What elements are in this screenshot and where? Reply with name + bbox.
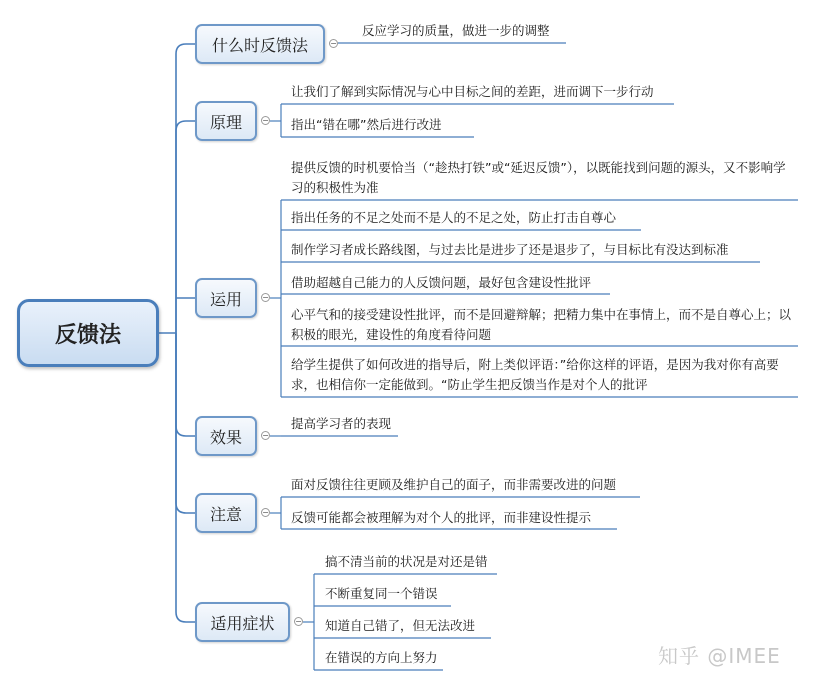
collapse-toggle-icon[interactable]: − (262, 293, 269, 302)
collapse-toggle-icon[interactable]: − (330, 39, 337, 48)
watermark: 知乎 @IMEE (658, 644, 781, 668)
leaf-principle-2: 指出“错在哪”然后进行改进 (291, 117, 442, 132)
collapse-toggle-icon[interactable]: − (262, 116, 269, 125)
leaf-application-5: 心平气和的接受建设性批评，而不是回避辩解；把精力集中在事情上，而不是自尊心上；以积极的眼光，建设性的角度看待问题 (291, 307, 792, 342)
root-topic[interactable]: 反馈法 (17, 299, 159, 367)
branch-connector (176, 44, 195, 333)
leaf-application-4: 借助超越自己能力的人反馈问题，最好包含建设性批评 (291, 275, 592, 290)
leaf-symptom-1: 搞不清当前的状况是对还是错 (325, 554, 488, 569)
leaf-application-6: 给学生提供了如何改进的指导后，附上类似评语：”给你这样的评语，是因为我对你有高要求，也相信你一定能做到。“防止学生把反馈当作是对个人的批评 (291, 357, 779, 392)
leaf-symptom-4: 在错误的方向上努力 (325, 650, 438, 665)
collapse-toggle-icon[interactable]: − (262, 508, 269, 517)
branch-when[interactable]: 什么时反馈法 (195, 24, 325, 64)
leaf-caution-2: 反馈可能都会被理解为对个人的批评，而非建设性提示 (291, 510, 592, 525)
branch-application[interactable]: 运用 (195, 278, 257, 318)
branch-connector (176, 333, 195, 622)
branch-principle[interactable]: 原理 (195, 101, 257, 141)
leaf-symptom-3: 知道自己错了，但无法改进 (325, 618, 476, 633)
collapse-toggle-icon[interactable]: − (262, 431, 269, 440)
leaf-principle-1: 让我们了解到实际情况与心中目标之间的差距，进而调下一步行动 (291, 84, 654, 99)
leaf-application-2: 指出任务的不足之处而不是人的不足之处，防止打击自尊心 (291, 210, 617, 225)
leaf-symptom-2: 不断重复同一个错误 (325, 586, 438, 601)
leaf-when-1: 反应学习的质量，做进一步的调整 (362, 23, 550, 38)
collapse-toggle-icon[interactable]: − (295, 617, 302, 626)
branch-connector (176, 333, 195, 436)
leaf-effect-1: 提高学习者的表现 (291, 416, 392, 431)
branch-symptoms[interactable]: 适用症状 (195, 602, 290, 642)
leaf-application-1: 提供反馈的时机要恰当（“趁热打铁”或“延迟反馈”），以既能找到问题的源头，又不影响学习的积极性为准 (291, 160, 786, 195)
branch-connector (176, 121, 195, 333)
branch-caution[interactable]: 注意 (195, 493, 257, 533)
leaf-caution-1: 面对反馈往往更顾及维护自己的面子，而非需要改进的问题 (291, 477, 617, 492)
branch-effect[interactable]: 效果 (195, 416, 257, 456)
leaf-application-3: 制作学习者成长路线图，与过去比是进步了还是退步了，与目标比有没达到标准 (291, 242, 729, 257)
branch-connector (176, 333, 195, 513)
